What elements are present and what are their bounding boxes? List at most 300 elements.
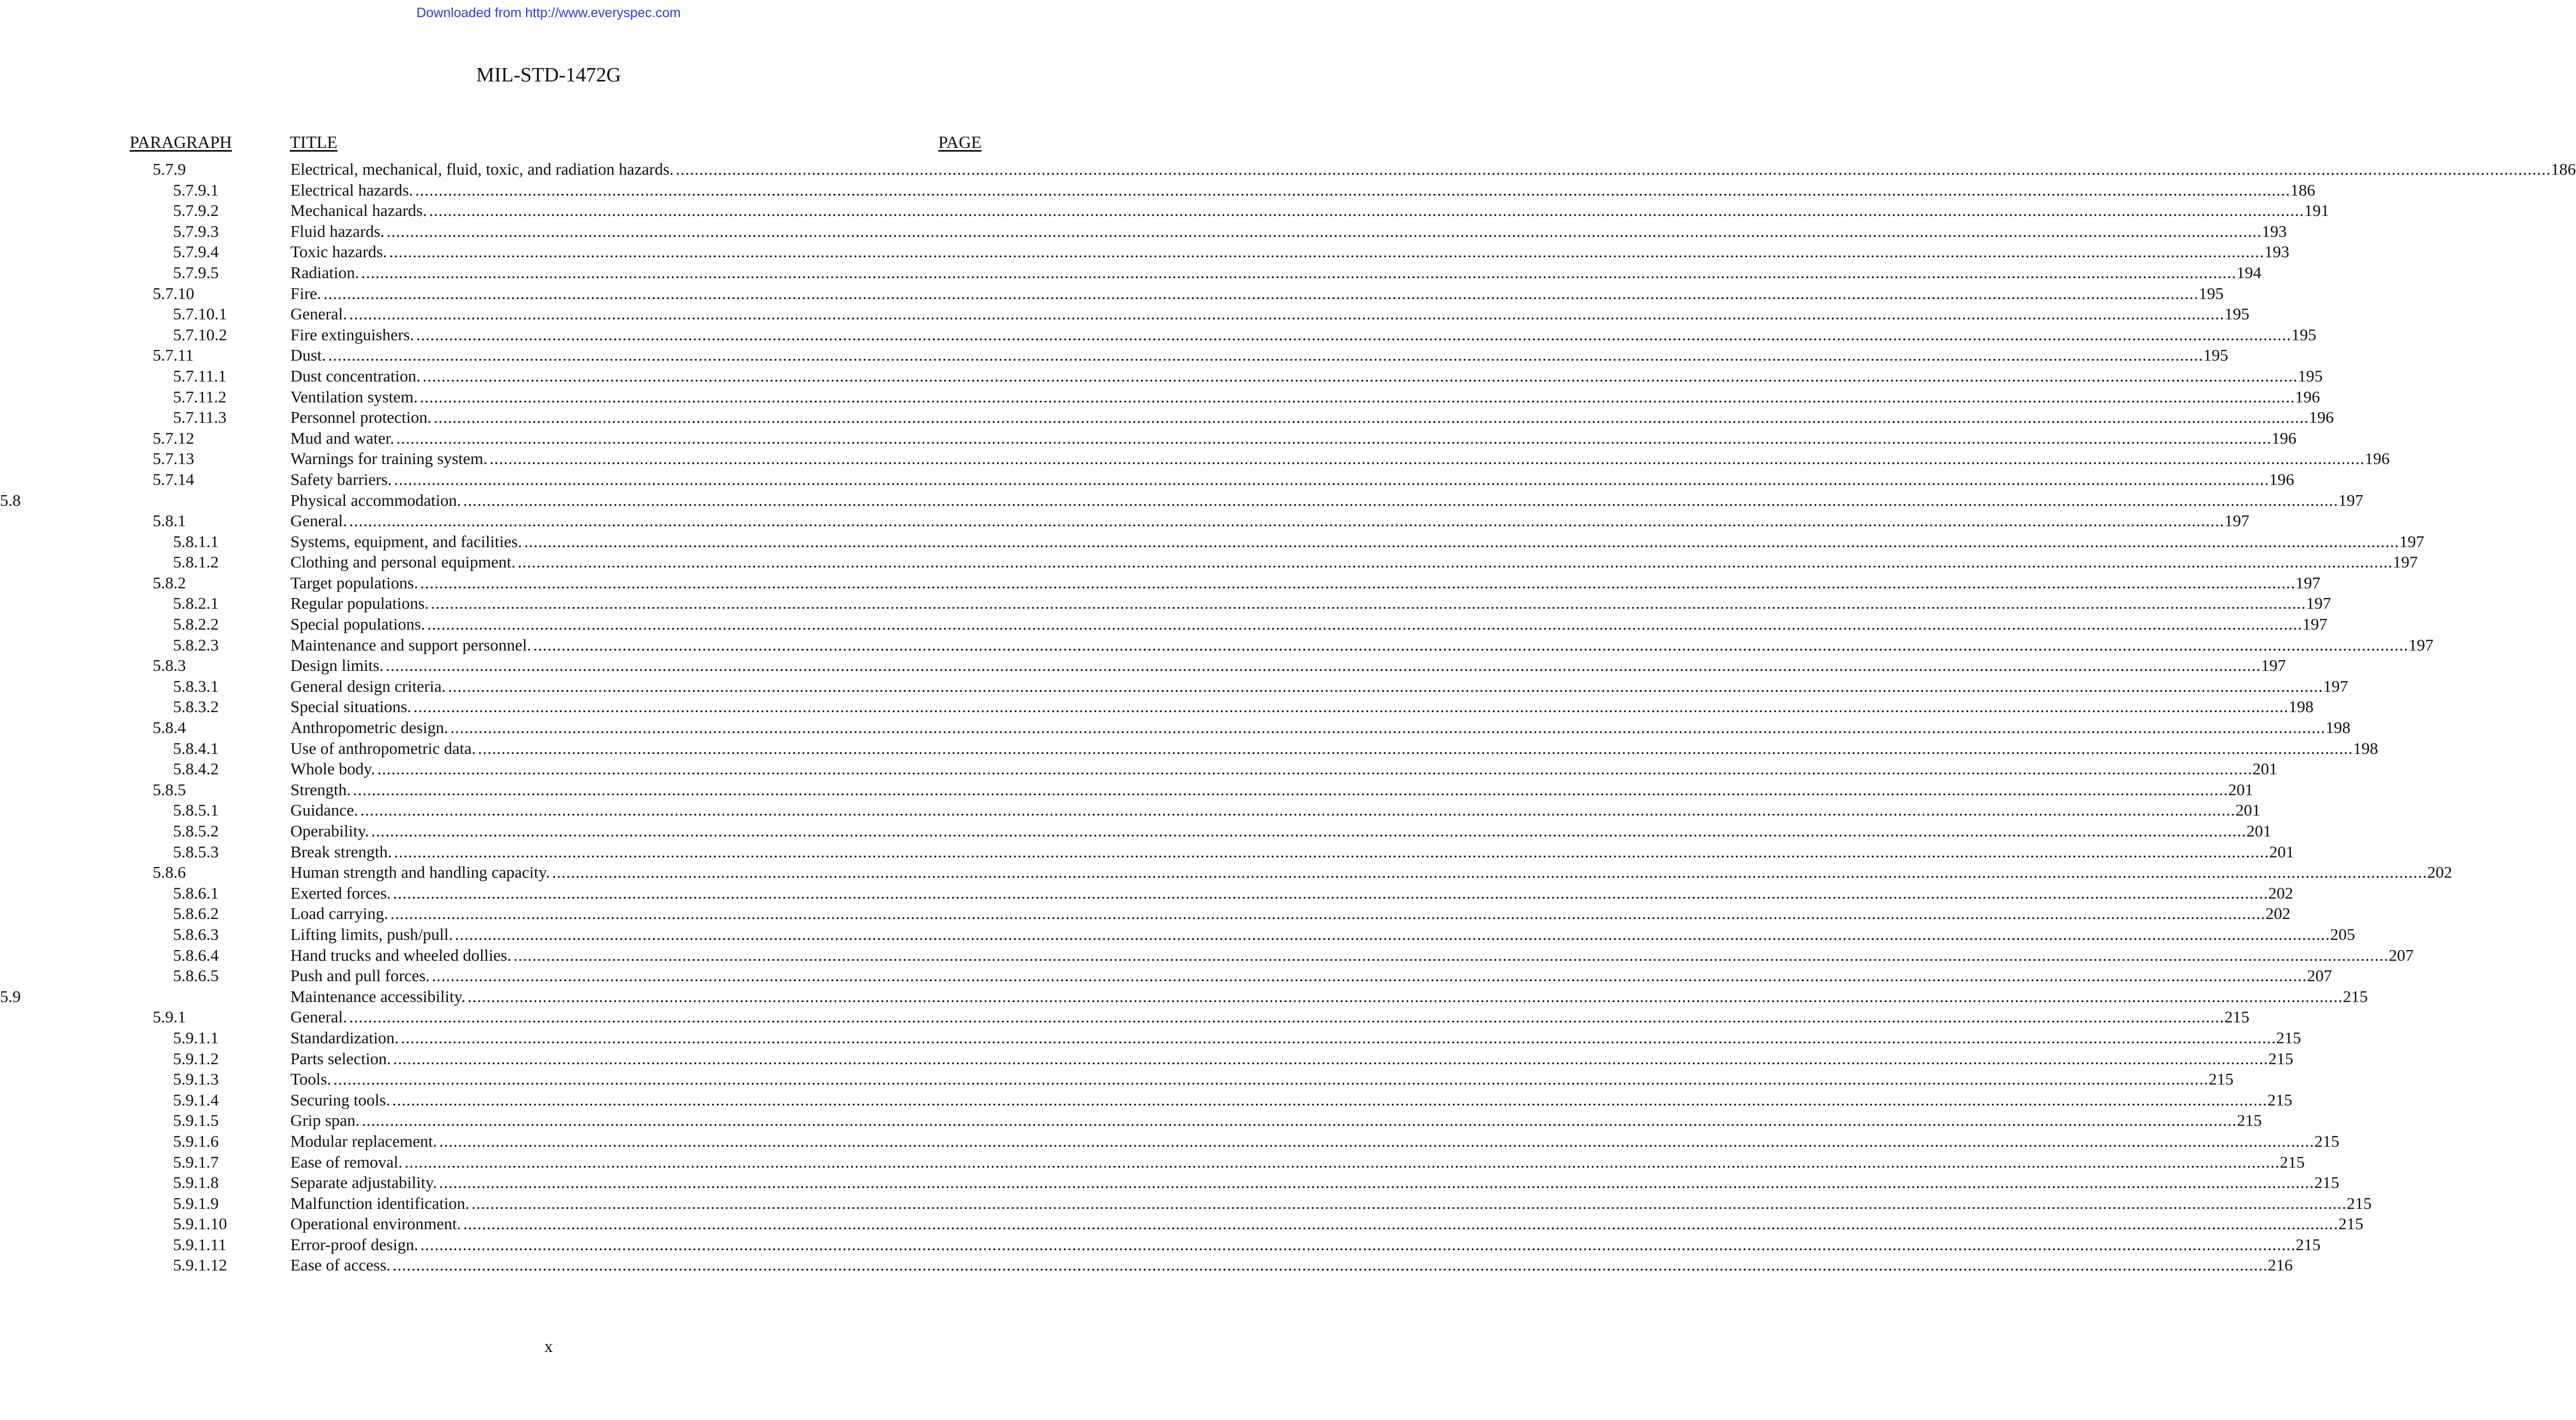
dot-leader: ................................................................................................................................................................................................................................................................................................................................................................................................................ <box>333 1070 2209 1089</box>
entry-title: Physical accommodation. <box>290 490 461 510</box>
paragraph-number: 5.9.1.1 <box>173 1028 219 1047</box>
toc-entry-line <box>290 159 2576 180</box>
dot-leader: ................................................................................................................................................................................................................................................................................................................................................................................................................ <box>463 1214 2339 1234</box>
toc-entry-line <box>290 387 2320 408</box>
entry-title: Parts selection. <box>290 1049 391 1068</box>
toc-entry-line <box>290 1110 2262 1131</box>
entry-page-number: 205 <box>2330 924 2355 944</box>
entry-page-number: 215 <box>2280 1152 2305 1171</box>
paragraph-number: 5.9.1.10 <box>173 1214 227 1234</box>
toc-entry[interactable] <box>0 1110 2262 1131</box>
toc-entry[interactable] <box>0 780 2253 801</box>
entry-title: Fire. <box>290 283 321 303</box>
paragraph-number: 5.8.6.1 <box>173 883 219 902</box>
paragraph-number: 5.9.1.4 <box>173 1090 219 1109</box>
dot-leader: ................................................................................................................................................................................................................................................................................................................................................................................................................ <box>323 283 2199 303</box>
entry-page-number: 194 <box>2236 263 2262 282</box>
dot-leader: ................................................................................................................................................................................................................................................................................................................................................................................................................ <box>394 469 2270 489</box>
entry-page-number: 201 <box>2246 821 2272 840</box>
entry-title: Dust concentration. <box>290 366 421 385</box>
dot-leader: ................................................................................................................................................................................................................................................................................................................................................................................................................ <box>552 863 2428 882</box>
dot-leader: ................................................................................................................................................................................................................................................................................................................................................................................................................ <box>401 1028 2277 1047</box>
toc-entry-line <box>290 1235 2321 1255</box>
paragraph-number: 5.8 <box>0 490 21 510</box>
paragraph-number: 5.9.1.6 <box>173 1131 219 1150</box>
entry-page-number: 186 <box>2551 160 2576 178</box>
toc-entry-line <box>290 1131 2340 1152</box>
entry-title: General design criteria. <box>290 676 446 696</box>
entry-page-number: 197 <box>2295 573 2320 592</box>
entry-title: Strength. <box>290 780 351 799</box>
paragraph-number: 5.8.6.5 <box>173 966 219 985</box>
entry-page-number: 198 <box>2325 718 2350 737</box>
toc-entry[interactable] <box>0 221 2287 242</box>
entry-title: General. <box>290 1007 347 1027</box>
dot-leader: ................................................................................................................................................................................................................................................................................................................................................................................................................ <box>328 346 2204 365</box>
toc-entry[interactable] <box>0 1235 2321 1255</box>
page-number: x <box>544 1336 553 1356</box>
entry-page-number: 215 <box>2237 1111 2262 1130</box>
toc-entry[interactable] <box>0 511 2250 532</box>
paragraph-number: 5.8.5.1 <box>173 801 219 820</box>
entry-title: Radiation. <box>290 263 360 282</box>
paragraph-number: 5.8.4.1 <box>173 738 219 758</box>
toc-entry[interactable] <box>0 1007 2250 1028</box>
toc-entry-line <box>290 697 2314 718</box>
entry-page-number: 196 <box>2364 449 2390 468</box>
toc-entry-line <box>290 593 2331 614</box>
toc-entry[interactable] <box>0 903 2290 924</box>
paragraph-number: 5.9.1.3 <box>173 1070 219 1089</box>
dot-leader: ................................................................................................................................................................................................................................................................................................................................................................................................................ <box>427 615 2303 634</box>
toc-entry-line <box>290 986 2368 1007</box>
toc-entry[interactable] <box>0 159 2576 180</box>
entry-title: Guidance. <box>290 801 358 820</box>
paragraph-number: 5.8.2 <box>153 573 186 592</box>
toc-entry-line <box>290 862 2452 883</box>
download-source-link[interactable]: Downloaded from http://www.everyspec.com <box>416 5 681 20</box>
toc-entry[interactable] <box>0 490 2364 511</box>
paragraph-column-header: PARAGRAPH <box>130 132 232 152</box>
toc-entry[interactable] <box>0 697 2314 718</box>
paragraph-number: 5.8.2.1 <box>173 594 219 613</box>
entry-page-number: 215 <box>2224 1007 2250 1027</box>
toc-entry[interactable] <box>0 325 2317 346</box>
toc-entry-line <box>290 718 2350 738</box>
entry-page-number: 202 <box>2427 863 2452 882</box>
entry-title: Grip span. <box>290 1111 360 1130</box>
toc-entry[interactable] <box>0 428 2297 449</box>
toc-entry[interactable] <box>0 986 2368 1007</box>
dot-leader: ................................................................................................................................................................................................................................................................................................................................................................................................................ <box>416 325 2292 344</box>
table-of-contents <box>0 159 2576 1276</box>
toc-entry[interactable] <box>0 532 2424 552</box>
toc-entry-line <box>290 1069 2234 1090</box>
dot-leader: ................................................................................................................................................................................................................................................................................................................................................................................................................ <box>360 801 2236 820</box>
toc-entry-line <box>290 428 2297 449</box>
paragraph-number: 5.9.1.2 <box>173 1049 219 1068</box>
paragraph-number: 5.7.11.2 <box>173 387 227 406</box>
entry-title: Break strength. <box>290 842 392 861</box>
entry-title: Exerted forces. <box>290 883 391 902</box>
toc-entry-line <box>290 200 2330 221</box>
entry-title: Modular replacement. <box>290 1131 437 1150</box>
toc-entry[interactable] <box>0 263 2262 283</box>
toc-entry[interactable] <box>0 738 2378 759</box>
toc-entry[interactable] <box>0 1214 2364 1235</box>
entry-title: Mud and water. <box>290 428 394 447</box>
toc-entry[interactable] <box>0 821 2272 842</box>
toc-entry[interactable] <box>0 387 2320 408</box>
entry-page-number: 197 <box>2323 676 2348 696</box>
paragraph-number: 5.8.4.2 <box>173 759 219 779</box>
toc-entry-line <box>290 325 2317 346</box>
paragraph-number: 5.8.5.2 <box>173 821 219 840</box>
paragraph-number: 5.8.1.2 <box>173 552 219 572</box>
toc-entry-line <box>290 407 2334 428</box>
entry-page-number: 195 <box>2198 283 2224 303</box>
paragraph-number: 5.7.13 <box>153 449 194 468</box>
paragraph-number: 5.8.1.1 <box>173 532 219 551</box>
dot-leader: ................................................................................................................................................................................................................................................................................................................................................................................................................ <box>392 1090 2267 1109</box>
entry-title: Regular populations. <box>290 594 429 613</box>
dot-leader: ................................................................................................................................................................................................................................................................................................................................................................................................................ <box>420 1235 2296 1254</box>
toc-entry[interactable] <box>0 800 2261 821</box>
paragraph-number: 5.9.1.5 <box>173 1111 219 1130</box>
entry-page-number: 197 <box>2260 656 2286 675</box>
toc-entry-line <box>290 780 2253 801</box>
entry-title: Tools. <box>290 1070 332 1089</box>
entry-page-number: 215 <box>2208 1070 2234 1089</box>
toc-entry[interactable] <box>0 283 2224 304</box>
toc-entry-line <box>290 738 2378 759</box>
paragraph-number: 5.9.1.11 <box>173 1235 227 1254</box>
toc-entry-line <box>290 614 2327 635</box>
dot-leader: ................................................................................................................................................................................................................................................................................................................................................................................................................ <box>439 1131 2315 1150</box>
dot-leader: ................................................................................................................................................................................................................................................................................................................................................................................................................ <box>396 428 2272 447</box>
paragraph-number: 5.7.11.3 <box>173 408 227 427</box>
toc-entry-line <box>290 532 2424 552</box>
toc-entry-line <box>290 1028 2301 1049</box>
dot-leader: ................................................................................................................................................................................................................................................................................................................................................................................................................ <box>390 904 2266 923</box>
toc-entry-line <box>290 842 2294 863</box>
paragraph-number: 5.7.9 <box>153 160 186 178</box>
paragraph-number: 5.9.1.12 <box>173 1255 227 1275</box>
entry-page-number: 201 <box>2252 759 2278 779</box>
toc-entry[interactable] <box>0 469 2294 490</box>
entry-title: Systems, equipment, and facilities. <box>290 532 522 551</box>
paragraph-number: 5.7.9.3 <box>173 221 219 241</box>
dot-leader: ................................................................................................................................................................................................................................................................................................................................................................................................................ <box>392 1255 2268 1275</box>
toc-entry[interactable] <box>0 966 2332 986</box>
entry-page-number: 207 <box>2307 966 2332 985</box>
entry-page-number: 197 <box>2393 552 2418 572</box>
toc-entry-line <box>290 469 2294 490</box>
toc-entry-line <box>290 366 2323 387</box>
toc-entry[interactable] <box>0 1069 2234 1090</box>
entry-page-number: 201 <box>2269 842 2294 861</box>
toc-entry[interactable] <box>0 573 2320 594</box>
paragraph-number: 5.9.1.7 <box>173 1152 219 1171</box>
toc-entry[interactable] <box>0 676 2348 697</box>
entry-page-number: 207 <box>2388 945 2414 965</box>
toc-entry[interactable] <box>0 593 2331 614</box>
entry-page-number: 215 <box>2314 1131 2340 1150</box>
dot-leader: ................................................................................................................................................................................................................................................................................................................................................................................................................ <box>362 1111 2237 1130</box>
dot-leader: ................................................................................................................................................................................................................................................................................................................................................................................................................ <box>389 242 2265 261</box>
title-column-header: TITLE <box>290 132 338 152</box>
dot-leader: ................................................................................................................................................................................................................................................................................................................................................................................................................ <box>518 552 2393 572</box>
toc-entry-line <box>290 221 2287 242</box>
dot-leader: ................................................................................................................................................................................................................................................................................................................................................................................................................ <box>524 532 2400 551</box>
entry-page-number: 198 <box>2288 697 2314 716</box>
entry-page-number: 197 <box>2302 615 2327 634</box>
toc-entry-line <box>290 573 2320 594</box>
dot-leader: ................................................................................................................................................................................................................................................................................................................................................................................................................ <box>349 1007 2225 1027</box>
dot-leader: ................................................................................................................................................................................................................................................................................................................................................................................................................ <box>478 738 2354 758</box>
dot-leader: ................................................................................................................................................................................................................................................................................................................................................................................................................ <box>420 387 2295 406</box>
paragraph-number: 5.8.5.3 <box>173 842 219 861</box>
entry-page-number: 215 <box>2267 1090 2293 1109</box>
toc-entry[interactable] <box>0 1255 2293 1276</box>
paragraph-number: 5.8.6.2 <box>173 904 219 923</box>
entry-page-number: 215 <box>2268 1049 2294 1068</box>
toc-entry-line <box>290 449 2390 469</box>
paragraph-number: 5.8.6.3 <box>173 924 219 944</box>
paragraph-number: 5.9.1.9 <box>173 1193 219 1213</box>
paragraph-number: 5.7.12 <box>153 428 194 447</box>
toc-entry-line <box>290 1172 2339 1193</box>
dot-leader: ................................................................................................................................................................................................................................................................................................................................................................................................................ <box>533 635 2409 654</box>
entry-title: Ventilation system. <box>290 387 418 406</box>
entry-page-number: 197 <box>2306 594 2331 613</box>
toc-entry[interactable] <box>0 304 2250 325</box>
toc-entry[interactable] <box>0 1193 2372 1214</box>
toc-entry[interactable] <box>0 614 2327 635</box>
paragraph-number: 5.8.2.2 <box>173 615 219 634</box>
entry-title: Personnel protection. <box>290 408 432 427</box>
paragraph-number: 5.7.9.5 <box>173 263 219 282</box>
entry-title: Hand trucks and wheeled dollies. <box>290 945 512 965</box>
toc-entry[interactable] <box>0 883 2294 904</box>
entry-title: Separate adjustability. <box>290 1173 437 1192</box>
dot-leader: ................................................................................................................................................................................................................................................................................................................................................................................................................ <box>349 511 2225 530</box>
dot-leader: ................................................................................................................................................................................................................................................................................................................................................................................................................ <box>405 1152 2280 1171</box>
entry-page-number: 216 <box>2267 1255 2293 1275</box>
paragraph-number: 5.7.11.1 <box>173 366 227 385</box>
entry-title: Error-proof design. <box>290 1235 418 1254</box>
dot-leader: ................................................................................................................................................................................................................................................................................................................................................................................................................ <box>463 490 2339 510</box>
entry-title: Special situations. <box>290 697 411 716</box>
entry-page-number: 198 <box>2353 738 2378 758</box>
entry-title: Fire extinguishers. <box>290 325 414 344</box>
entry-title: Use of anthropometric data. <box>290 738 476 758</box>
toc-entry[interactable] <box>0 842 2294 863</box>
entry-page-number: 193 <box>2262 221 2287 241</box>
paragraph-number: 5.7.10.1 <box>173 304 227 324</box>
toc-entry[interactable] <box>0 945 2414 966</box>
entry-title: Operational environment. <box>290 1214 461 1234</box>
entry-title: Malfunction identification. <box>290 1193 470 1213</box>
entry-page-number: 193 <box>2264 242 2289 261</box>
entry-page-number: 201 <box>2228 780 2253 799</box>
paragraph-number: 5.7.14 <box>153 469 194 489</box>
toc-entry[interactable] <box>0 1131 2340 1152</box>
toc-entry-line <box>290 821 2272 842</box>
entry-page-number: 197 <box>2224 511 2250 530</box>
entry-page-number: 196 <box>2295 387 2320 406</box>
entry-page-number: 195 <box>2224 304 2250 324</box>
toc-entry[interactable] <box>0 1049 2294 1070</box>
entry-page-number: 186 <box>2290 180 2316 199</box>
entry-page-number: 195 <box>2203 346 2228 365</box>
entry-page-number: 195 <box>2297 366 2323 385</box>
toc-entry-line <box>290 304 2250 325</box>
entry-title: Maintenance accessibility. <box>290 986 466 1006</box>
entry-title: Maintenance and support personnel. <box>290 635 531 654</box>
toc-entry[interactable] <box>0 759 2278 780</box>
toc-entry-line <box>290 1007 2250 1028</box>
entry-title: Whole body. <box>290 759 376 779</box>
dot-leader: ................................................................................................................................................................................................................................................................................................................................................................................................................ <box>448 676 2324 696</box>
paragraph-number: 5.8.3 <box>153 656 186 675</box>
paragraph-number: 5.7.10 <box>153 283 194 303</box>
entry-page-number: 197 <box>2408 635 2433 654</box>
toc-entry[interactable] <box>0 552 2418 573</box>
toc-entry[interactable] <box>0 242 2289 263</box>
dot-leader: ................................................................................................................................................................................................................................................................................................................................................................................................................ <box>353 780 2228 799</box>
entry-title: General. <box>290 304 347 324</box>
paragraph-number: 5.8.5 <box>153 780 186 799</box>
toc-entry[interactable] <box>0 655 2286 676</box>
toc-entry-line <box>290 1193 2372 1214</box>
dot-leader: ................................................................................................................................................................................................................................................................................................................................................................................................................ <box>420 573 2296 592</box>
toc-entry-line <box>290 511 2250 532</box>
entry-page-number: 215 <box>2276 1028 2301 1047</box>
paragraph-number: 5.8.3.1 <box>173 676 219 696</box>
entry-title: Anthropometric design. <box>290 718 448 737</box>
dot-leader: ................................................................................................................................................................................................................................................................................................................................................................................................................ <box>349 304 2225 324</box>
entry-page-number: 202 <box>2265 904 2290 923</box>
document-title: MIL-STD-1472G <box>476 64 621 86</box>
toc-entry[interactable] <box>0 345 2228 366</box>
entry-page-number: 215 <box>2347 1193 2372 1213</box>
dot-leader: ................................................................................................................................................................................................................................................................................................................................................................................................................ <box>429 201 2304 220</box>
paragraph-number: 5.9 <box>0 986 21 1006</box>
paragraph-number: 5.8.6 <box>153 863 186 882</box>
dot-leader: ................................................................................................................................................................................................................................................................................................................................................................................................................ <box>371 821 2246 840</box>
toc-entry-line <box>290 966 2332 986</box>
toc-entry-line <box>290 903 2290 924</box>
entry-page-number: 201 <box>2235 801 2261 820</box>
entry-title: Ease of removal. <box>290 1152 403 1171</box>
entry-page-number: 195 <box>2291 325 2317 344</box>
toc-entry-line <box>290 1049 2294 1070</box>
toc-entry[interactable] <box>0 635 2433 656</box>
toc-entry-line <box>290 283 2224 304</box>
entry-title: Push and pull forces. <box>290 966 430 985</box>
dot-leader: ................................................................................................................................................................................................................................................................................................................................................................................................................ <box>455 924 2331 944</box>
dot-leader: ................................................................................................................................................................................................................................................................................................................................................................................................................ <box>393 1049 2268 1068</box>
toc-entry[interactable] <box>0 862 2452 883</box>
entry-title: Electrical hazards. <box>290 180 413 199</box>
dot-leader: ................................................................................................................................................................................................................................................................................................................................................................................................................ <box>385 656 2261 675</box>
dot-leader: ................................................................................................................................................................................................................................................................................................................................................................................................................ <box>471 1193 2347 1213</box>
entry-title: Lifting limits, push/pull. <box>290 924 453 944</box>
paragraph-number: 5.7.9.4 <box>173 242 219 261</box>
entry-title: Target populations. <box>290 573 418 592</box>
entry-page-number: 196 <box>2269 469 2294 489</box>
toc-entry-line <box>290 945 2414 966</box>
dot-leader: ................................................................................................................................................................................................................................................................................................................................................................................................................ <box>386 221 2262 241</box>
toc-column-headers <box>0 132 1097 154</box>
entry-title: Safety barriers. <box>290 469 392 489</box>
entry-title: Mechanical hazards. <box>290 201 427 220</box>
entry-page-number: 197 <box>2338 490 2364 510</box>
entry-page-number: 215 <box>2295 1235 2321 1254</box>
toc-entry[interactable] <box>0 718 2350 738</box>
entry-page-number: 191 <box>2304 201 2330 220</box>
dot-leader: ................................................................................................................................................................................................................................................................................................................................................................................................................ <box>433 408 2309 427</box>
dot-leader: ................................................................................................................................................................................................................................................................................................................................................................................................................ <box>432 966 2308 985</box>
toc-entry-line <box>290 676 2348 697</box>
dot-leader: ................................................................................................................................................................................................................................................................................................................................................................................................................ <box>467 986 2343 1006</box>
entry-title: Clothing and personal equipment. <box>290 552 516 572</box>
dot-leader: ................................................................................................................................................................................................................................................................................................................................................................................................................ <box>393 883 2268 902</box>
entry-title: Standardization. <box>290 1028 399 1047</box>
dot-leader: ................................................................................................................................................................................................................................................................................................................................................................................................................ <box>431 594 2307 613</box>
page-column-header: PAGE <box>938 132 982 152</box>
dot-leader: ................................................................................................................................................................................................................................................................................................................................................................................................................ <box>415 180 2290 199</box>
entry-title: Operability. <box>290 821 369 840</box>
toc-entry-line <box>290 263 2262 283</box>
toc-entry-line <box>290 552 2418 573</box>
paragraph-number: 5.8.4 <box>153 718 186 737</box>
toc-entry[interactable] <box>0 924 2355 945</box>
toc-entry-line <box>290 635 2433 656</box>
entry-title: General. <box>290 511 347 530</box>
dot-leader: ................................................................................................................................................................................................................................................................................................................................................................................................................ <box>513 945 2389 965</box>
dot-leader: ................................................................................................................................................................................................................................................................................................................................................................................................................ <box>489 449 2365 468</box>
paragraph-number: 5.7.11 <box>153 346 194 365</box>
toc-entry-line <box>290 800 2261 821</box>
toc-entry[interactable] <box>0 1028 2301 1049</box>
entry-page-number: 215 <box>2342 986 2368 1006</box>
toc-entry[interactable] <box>0 180 2316 201</box>
dot-leader: ................................................................................................................................................................................................................................................................................................................................................................................................................ <box>422 366 2298 385</box>
entry-title: Fluid hazards. <box>290 221 385 241</box>
toc-entry[interactable] <box>0 366 2323 387</box>
paragraph-number: 5.9.1.8 <box>173 1173 219 1192</box>
toc-entry[interactable] <box>0 407 2334 428</box>
entry-page-number: 197 <box>2399 532 2424 551</box>
toc-entry[interactable] <box>0 1090 2293 1111</box>
toc-entry[interactable] <box>0 449 2390 469</box>
toc-entry[interactable] <box>0 200 2330 221</box>
toc-entry[interactable] <box>0 1172 2339 1193</box>
paragraph-number: 5.7.10.2 <box>173 325 227 344</box>
paragraph-number: 5.8.1 <box>153 511 186 530</box>
dot-leader: ................................................................................................................................................................................................................................................................................................................................................................................................................ <box>413 697 2289 716</box>
entry-title: Design limits. <box>290 656 384 675</box>
entry-title: Special populations. <box>290 615 425 634</box>
dot-leader: ................................................................................................................................................................................................................................................................................................................................................................................................................ <box>361 263 2237 282</box>
toc-entry-line <box>290 345 2228 366</box>
toc-entry[interactable] <box>0 1152 2305 1173</box>
toc-entry-line <box>290 924 2355 945</box>
dot-leader: ................................................................................................................................................................................................................................................................................................................................................................................................................ <box>377 759 2253 779</box>
paragraph-number: 5.9.1 <box>153 1007 186 1027</box>
